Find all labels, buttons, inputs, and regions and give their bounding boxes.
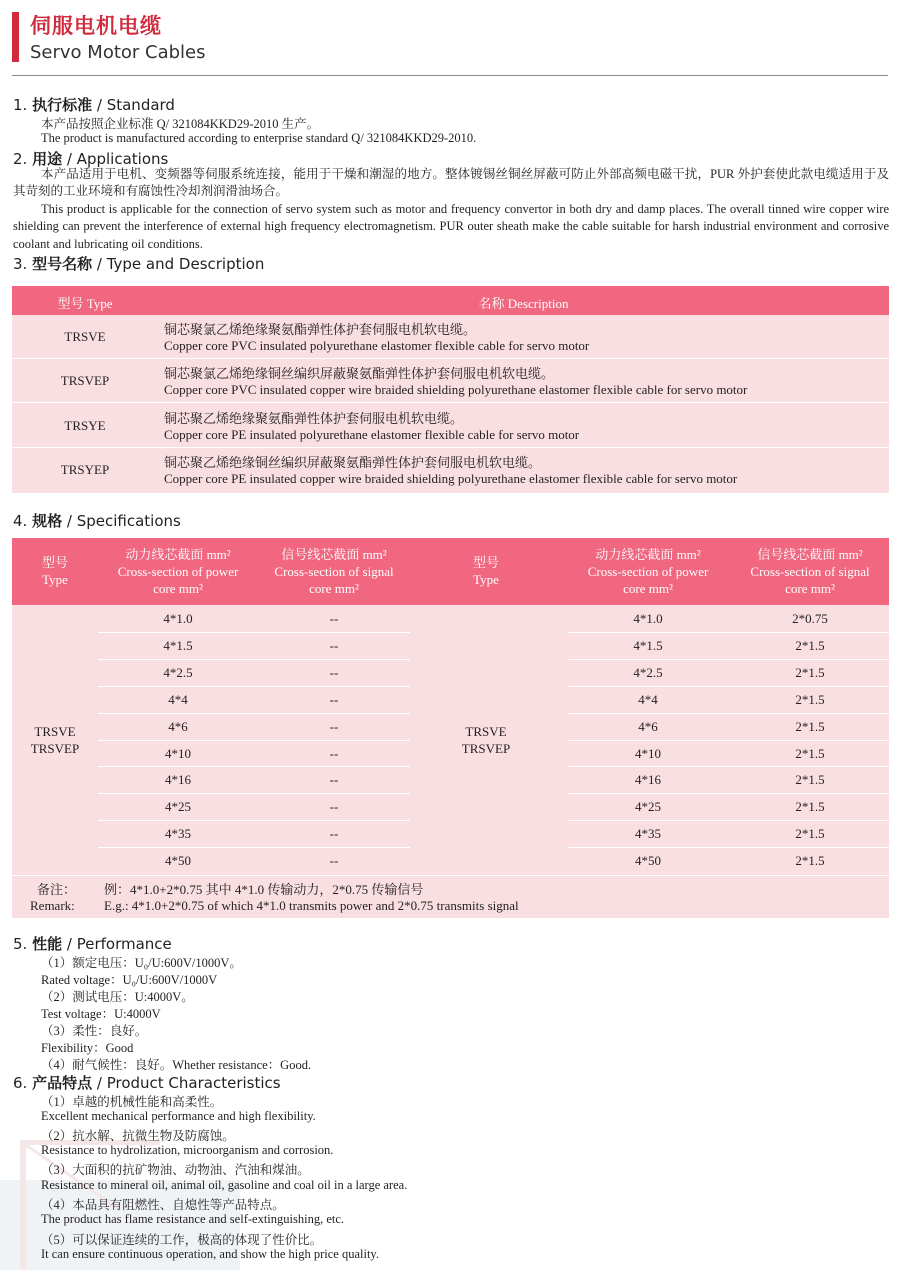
right-power-cell: 4*1.0 — [633, 611, 663, 626]
section-title-cn: 用途 — [32, 150, 63, 168]
remark-label-cn: 备注： — [37, 882, 77, 897]
left-power-cell: 4*1.0 — [163, 611, 193, 626]
type-code: TRSYE — [64, 418, 106, 433]
section-title-cn: 型号名称 — [32, 255, 93, 273]
row-divider — [98, 632, 410, 633]
characteristics-line: Excellent mechanical performance and high flexibility. — [41, 1109, 316, 1123]
right-signal-cell: 2*1.5 — [795, 799, 825, 815]
table-row — [12, 448, 889, 492]
right-signal-cell: 2*1.5 — [795, 691, 825, 707]
page-title-en: Servo Motor Cables — [30, 42, 206, 63]
row-divider — [98, 847, 410, 848]
col-signal-header-right: 信号线芯截面 mm² Cross-section of signal core mm² — [750, 547, 870, 596]
left-signal-cell: -- — [329, 637, 339, 653]
remark-text-en: E.g.: 4*1.0+2*0.75 of which 4*1.0 transmits power and 2*0.75 transmits signal — [104, 898, 519, 913]
spec-table-header — [12, 538, 889, 605]
left-power-cell: 4*1.5 — [163, 637, 193, 653]
left-signal-cell: -- — [329, 826, 339, 842]
row-divider — [98, 793, 410, 794]
table-row — [12, 315, 889, 359]
section-number: 5. — [13, 935, 28, 953]
right-power-cell: 4*35 — [635, 826, 661, 842]
right-signal-cell: 2*1.5 — [795, 853, 825, 869]
performance-line: （2）测试电压：U:4000V。 — [41, 990, 194, 1004]
right-type-cell: TRSVE TRSVEP — [461, 724, 511, 756]
characteristics-line: Resistance to hydrolization, microorganism and corrosion. — [41, 1143, 334, 1157]
type-code: TRSVEP — [60, 373, 110, 388]
left-power-cell: 4*4 — [168, 691, 188, 707]
type-code: TRSVE — [64, 329, 106, 344]
table-row — [12, 359, 889, 403]
row-divider — [568, 632, 889, 633]
left-signal-cell: -- — [329, 718, 339, 734]
right-signal-cell: 2*1.5 — [795, 718, 825, 734]
section-type-heading — [13, 253, 264, 274]
remark-text-cn: 例：4*1.0+2*0.75 其中 4*1.0 传输动力，2*0.75 传输信号 — [104, 882, 424, 897]
section-performance-heading — [13, 933, 172, 954]
col-power-header: 动力线芯截面 mm² Cross-section of power core mm² — [117, 547, 239, 596]
section-title-en: / Standard — [96, 96, 175, 114]
right-signal-cell: 2*1.5 — [795, 664, 825, 680]
characteristics-line: （4）本品具有阻燃性、自熄性等产品特点。 — [41, 1198, 285, 1212]
left-signal-cell: -- — [329, 853, 339, 869]
right-signal-cell: 2*1.5 — [795, 772, 825, 788]
left-type-cell: TRSVE TRSVEP — [30, 724, 80, 756]
section-number: 2. — [13, 150, 28, 168]
section-number: 3. — [13, 255, 28, 273]
performance-line: （3）柔性：良好。 — [41, 1024, 148, 1038]
standard-line-cn: 本产品按照企业标准 Q/ 321084KKD29-2010 生产。 — [41, 117, 320, 131]
right-power-cell: 4*16 — [635, 772, 661, 788]
col-desc-header: 名称 Description — [478, 296, 569, 311]
applications-para-cn: 本产品适用于电机、变频器等伺服系统连接，能用于干燥和潮湿的地方。整体镀锡丝铜丝屏蔽可防止外部高频电磁干扰，PUR 外护套使此款电缆适用于及其苛刻的工业环境和有腐蚀性冷却剂润滑油场合。 — [13, 167, 889, 199]
row-divider — [568, 820, 889, 821]
left-signal-cell: -- — [329, 664, 339, 680]
col-type-header: 型号 Type — [57, 296, 113, 311]
section-title-cn: 规格 — [32, 512, 63, 530]
characteristics-line: （2）抗水解、抗微生物及防腐蚀。 — [41, 1129, 235, 1143]
row-divider — [568, 740, 889, 741]
type-desc-en: Copper core PE insulated copper wire braided shielding polyurethane elastomer flexible cable for servo motor — [164, 471, 738, 486]
section-title-en: / Product Characteristics — [96, 1074, 281, 1092]
left-signal-cell: -- — [329, 745, 339, 761]
left-signal-cell: -- — [329, 691, 339, 707]
section-specs-heading — [13, 510, 181, 531]
row-divider — [98, 740, 410, 741]
type-desc-en: Copper core PE insulated polyurethane elastomer flexible cable for servo motor — [164, 427, 580, 442]
left-signal-cell: -- — [329, 611, 339, 626]
left-power-cell: 4*25 — [165, 799, 191, 815]
characteristics-line: The product has flame resistance and self-extinguishing, etc. — [41, 1212, 345, 1226]
table-row — [12, 404, 889, 448]
right-power-cell: 4*50 — [635, 853, 661, 869]
right-signal-cell: 2*1.5 — [795, 745, 825, 761]
right-power-cell: 4*2.5 — [633, 664, 663, 680]
right-signal-cell: 2*1.5 — [795, 637, 825, 653]
characteristics-line: （1）卓越的机械性能和高柔性。 — [41, 1095, 223, 1109]
remark-label-en: Remark: — [30, 898, 75, 913]
section-number: 1. — [13, 96, 28, 114]
row-divider — [98, 713, 410, 714]
right-power-cell: 4*25 — [635, 799, 661, 815]
performance-line: Flexibility：Good — [41, 1041, 134, 1055]
row-divider — [98, 686, 410, 687]
right-power-cell: 4*1.5 — [633, 637, 663, 653]
left-signal-cell: -- — [329, 772, 339, 788]
col-type-header: 型号 Type — [41, 555, 68, 587]
characteristics-line: It can ensure continuous operation, and show the high price quality. — [41, 1247, 379, 1261]
standard-line-en: The product is manufactured according to enterprise standard Q/ 321084KKD29-2010. — [41, 131, 477, 145]
row-divider — [568, 793, 889, 794]
characteristics-line: （5）可以保证连续的工作，极高的体现了性价比。 — [41, 1233, 323, 1247]
type-desc-cn: 铜芯聚乙烯绝缘聚氨酯弹性体护套伺服电机软电缆。 — [164, 411, 464, 426]
performance-line: （1）额定电压：U₀/U:600V/1000V。 — [41, 956, 242, 970]
section-title-en: / Applications — [66, 150, 169, 168]
section-title-cn: 产品特点 — [32, 1074, 93, 1092]
right-power-cell: 4*4 — [638, 691, 658, 707]
row-divider — [568, 766, 889, 767]
left-signal-cell: -- — [329, 799, 339, 815]
row-divider — [98, 659, 410, 660]
row-divider — [568, 686, 889, 687]
left-power-cell: 4*10 — [165, 745, 191, 761]
right-signal-cell: 2*1.5 — [795, 826, 825, 842]
type-desc-en: Copper core PVC insulated copper wire braided shielding polyurethane elastomer flexible cable for servo motor — [164, 382, 748, 397]
title-divider — [12, 75, 888, 76]
row-divider — [568, 713, 889, 714]
col-type-header-right: 型号 Type — [472, 555, 499, 587]
section-characteristics-heading — [13, 1072, 281, 1093]
applications-para-en: This product is applicable for the connection of servo system such as motor and frequency convertor in both dry and damp places. The overall tinned wire copper wire shielding can prevent the interference of external high frequency electromagnetism. PUR outer sheath make the cable suitable for harsh industrial environment and corrosive coolant and lubricating oil conditions. — [13, 202, 889, 251]
col-signal-header: 信号线芯截面 mm² Cross-section of signal core mm² — [274, 547, 394, 596]
type-table-header — [12, 286, 889, 315]
left-power-cell: 4*35 — [165, 826, 191, 842]
type-desc-cn: 铜芯聚乙烯绝缘铜丝编织屏蔽聚氨酯弹性体护套伺服电机软电缆。 — [164, 455, 542, 470]
performance-line: Test voltage：U:4000V — [41, 1007, 161, 1021]
performance-line: Rated voltage：U₀/U:600V/1000V — [41, 973, 218, 987]
performance-line: （4）耐气候性：良好。Whether resistance：Good. — [41, 1058, 312, 1072]
section-number: 4. — [13, 512, 28, 530]
row-divider — [568, 847, 889, 848]
type-desc-cn: 铜芯聚氯乙烯绝缘聚氨酯弹性体护套伺服电机软电缆。 — [164, 322, 477, 337]
section-title-cn: 性能 — [32, 935, 63, 953]
remark-divider — [12, 875, 889, 876]
section-title-en: / Performance — [66, 935, 172, 953]
section-title-cn: 执行标准 — [32, 96, 93, 114]
row-divider — [98, 766, 410, 767]
left-power-cell: 4*2.5 — [163, 664, 193, 680]
type-desc-en: Copper core PVC insulated polyurethane elastomer flexible cable for servo motor — [164, 338, 590, 353]
right-power-cell: 4*6 — [638, 718, 658, 734]
type-table — [12, 315, 889, 493]
section-number: 6. — [13, 1074, 28, 1092]
left-power-cell: 4*16 — [165, 772, 191, 788]
characteristics-line: Resistance to mineral oil, animal oil, gasoline and coal oil in a large area. — [41, 1178, 408, 1192]
right-power-cell: 4*10 — [635, 745, 661, 761]
type-code: TRSYEP — [60, 462, 110, 477]
row-divider — [568, 659, 889, 660]
section-title-en: / Type and Description — [96, 255, 265, 273]
page-title-cn: 伺服电机电缆 — [30, 14, 162, 38]
type-desc-cn: 铜芯聚氯乙烯绝缘铜丝编织屏蔽聚氨酯弹性体护套伺服电机软电缆。 — [164, 366, 555, 381]
title-accent-bar — [12, 12, 19, 62]
characteristics-line: （3）大面积的抗矿物油、动物油、汽油和煤油。 — [41, 1163, 310, 1177]
section-title-en: / Specifications — [66, 512, 181, 530]
left-power-cell: 4*50 — [165, 853, 191, 869]
left-power-cell: 4*6 — [168, 718, 188, 734]
col-power-header-right: 动力线芯截面 mm² Cross-section of power core mm² — [587, 547, 709, 596]
section-standard-heading — [13, 94, 175, 115]
spec-table — [12, 605, 889, 918]
row-divider — [98, 820, 410, 821]
right-signal-cell: 2*0.75 — [792, 611, 828, 626]
